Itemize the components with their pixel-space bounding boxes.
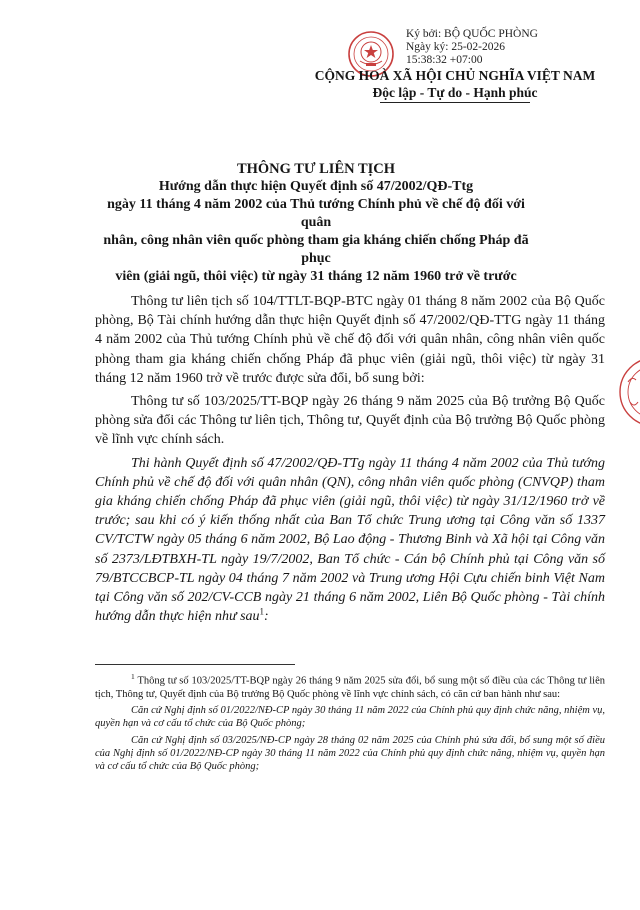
footnote-ref-1[interactable]: 1 xyxy=(259,606,265,617)
document-body xyxy=(95,292,605,630)
paragraph-3-text: Thi hành Quyết định số 47/2002/QĐ-TTg ngày 11 tháng 4 năm 2002 của Thủ tướng Chính phủ về chế độ đối với quân nhân (QN), công nhân viên quốc phòng (CNVQP) tham gia kháng chiến chống Pháp đã phục viên (giải ngũ, thôi việc) từ ngày 31/12/1960 trở về trước; sau khi có ý kiến thống nhất của Ban Tổ chức Trung ương tại Công văn số 1337 CV/TCTW ngày 05 tháng 6 năm 2002, Bộ Lao động - Thương Binh và Xã hội tại Công văn số 2373/LĐTBXH-TL ngày 19/7/2002, Ban Tổ chức - Cán bộ Chính phủ tại Công văn số 79/BTCCBCP-TL ngày 04 tháng 7 năm 2002 và Trung ương Hội Cựu chiến binh Việt Nam tại Công văn số 202/CV-CCB ngày 21 tháng 6 năm 2002, Liên Bộ Quốc phòng - Tài chính hướng dẫn thực hiện như sau xyxy=(95,455,605,625)
paragraph-2: Thông tư số 103/2025/TT-BQP ngày 26 tháng 9 năm 2025 của Bộ trưởng Bộ Quốc phòng sửa đổi các Thông tư liên tịch, Thông tư, Quyết định của Bộ trưởng Bộ Quốc phòng về lĩnh vực chính sách. xyxy=(95,394,605,448)
footnote-1 xyxy=(95,670,605,701)
title-line-2: ngày 11 tháng 4 năm 2002 của Thủ tướng Chính phủ về chế độ đối với quân xyxy=(107,197,525,230)
paragraph-3 xyxy=(95,454,605,627)
footnote-basis-2: Căn cứ Nghị định số 03/2025/NĐ-CP ngày 28 tháng 02 năm 2025 của Chính phủ sửa đổi, bổ sung một số điều của Nghị định số 01/2022/NĐ-CP ngày 30 tháng 11 năm 2022 của Chính phủ quy định chức năng, nhiệm vụ, quyền hạn và cơ cấu tổ chức của Bộ Quốc phòng; xyxy=(95,734,605,773)
national-header xyxy=(280,67,630,103)
motto-underline xyxy=(380,102,530,103)
footnotes xyxy=(95,670,605,777)
footnote-1-text: Thông tư số 103/2025/TT-BQP ngày 26 tháng 9 năm 2025 sửa đổi, bổ sung một số điều của các Thông tư liên tịch, Thông tư, Quyết định của Bộ trưởng Bộ Quốc phòng về lĩnh vực chính sách, có căn cứ ban hành như sau: xyxy=(95,675,605,700)
red-stamp-edge xyxy=(614,352,640,432)
footnote-divider xyxy=(95,664,295,665)
national-motto: Độc lập - Tự do - Hạnh phúc xyxy=(372,85,538,100)
footnote-1-mark: 1 xyxy=(131,672,135,681)
doc-type-heading: THÔNG TƯ LIÊN TỊCH xyxy=(236,161,396,177)
paragraph-1: Thông tư liên tịch số 104/TTLT-BQP-BTC ngày 01 tháng 8 năm 2002 của Bộ Quốc phòng, Bộ Tài chính hướng dẫn thực hiện Quyết định số 47/2002/QĐ-TTG ngày 11 tháng 4 năm 2002 của Thủ tướng Chính phủ về chế độ đối với quân nhân, công nhân viên quốc phòng tham gia kháng chiến chống Pháp đã phục viên (giải ngũ, thôi việc) từ ngày 31 tháng 12 năm 1960 trở về trước được sửa đổi, bổ sung bởi: xyxy=(95,294,605,386)
sign-date-text: Ngày ký: 25-02-2026 xyxy=(406,41,506,53)
title-line-1: Hướng dẫn thực hiện Quyết định số 47/2002/QĐ-Ttg xyxy=(158,179,474,194)
signer-text: Ký bởi: BỘ QUỐC PHÒNG xyxy=(406,28,538,40)
sign-time-text: 15:38:32 +07:00 xyxy=(406,54,483,66)
title-line-3: nhân, công nhân viên quốc phòng tham gia kháng chiến chống Pháp đã phục xyxy=(103,233,529,266)
footnote-basis-1: Căn cứ Nghị định số 01/2022/NĐ-CP ngày 30 tháng 11 năm 2022 của Chính phủ quy định chức năng, nhiệm vụ, quyền hạn và cơ cấu tổ chức của Bộ Quốc phòng; xyxy=(95,705,605,730)
paragraph-3-end: : xyxy=(264,609,269,625)
document-title xyxy=(96,160,536,286)
title-line-4: viên (giải ngũ, thôi việc) từ ngày 31 tháng 12 năm 1960 trở về trước xyxy=(115,269,517,284)
digital-signature-info xyxy=(406,28,538,67)
country-name: CỘNG HOÀ XÃ HỘI CHỦ NGHĨA VIỆT NAM xyxy=(314,68,596,83)
